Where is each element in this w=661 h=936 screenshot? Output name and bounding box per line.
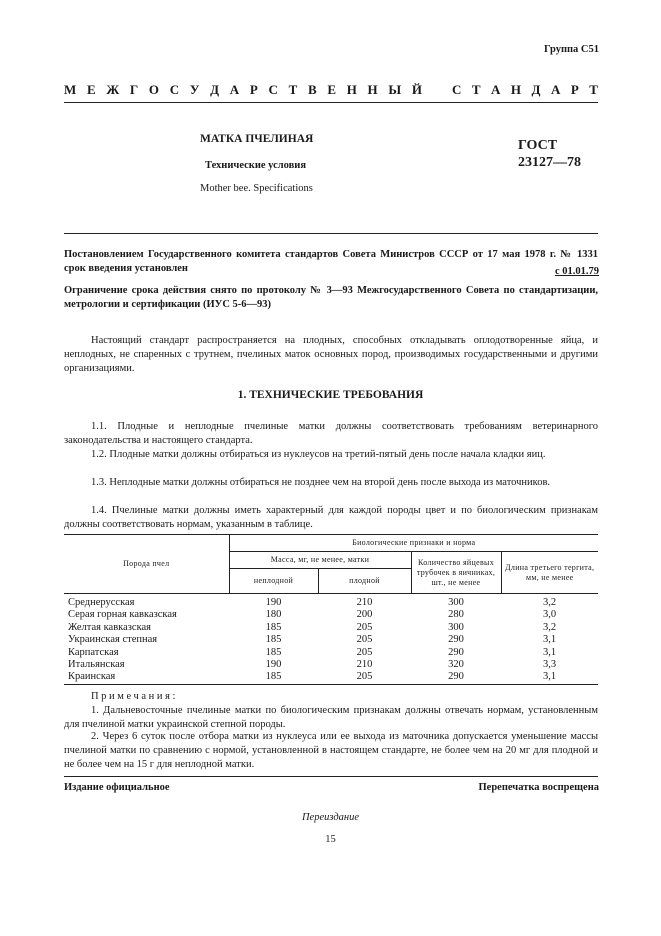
requirements-table	[64, 534, 598, 685]
clause-1-4: 1.4. Пчелиные матки должны иметь характерный для каждой породы цвет и по биологическим признакам должны соответствовать нормам, указанным в таблице.	[64, 505, 598, 530]
value-cell: 205	[356, 621, 373, 633]
value-cell: 210	[356, 659, 373, 671]
header-breed: Порода пчел	[64, 535, 229, 594]
title-rule	[64, 233, 598, 234]
banner-word-standard	[452, 82, 598, 98]
standard-banner	[64, 82, 598, 98]
banner-letter: С	[268, 82, 278, 97]
banner-letter: А	[229, 82, 240, 97]
note-2: 2. Через 6 суток после отбора матки из нуклеуса или ее выхода из маточника допускается уменьшение массы пчелиной матки по сравнению с нормой, установленной в настоящем стандарте, не более чем на 20 мг для плодной и не более чем на 15 г для неплодной матки.	[64, 731, 598, 770]
value-cell: 3,1	[501, 671, 598, 684]
clause-1-2: 1.2. Плодные матки должны отбираться из нуклеусов на третий-пятый день после начала кладки яиц.	[91, 449, 546, 460]
banner-letter: О	[148, 82, 160, 97]
english-title: Mother bee. Specifications	[200, 183, 313, 194]
top-rule	[64, 102, 598, 103]
value-cell: 190	[265, 659, 282, 671]
effective-date: с 01.01.79	[554, 266, 599, 277]
value-cell: 205	[318, 671, 411, 684]
breed-name-cell: Краинская	[64, 671, 229, 684]
banner-letter: Н	[346, 82, 357, 97]
value-cell: 210	[356, 597, 373, 608]
table-row	[64, 594, 598, 610]
decree-text: Постановлением Государственного комитета стандартов Совета Министров СССР от 17 мая 1978 г. № 1331 срок введения установлен	[64, 249, 598, 274]
banner-letter: Н	[367, 82, 378, 97]
clause-1-3: 1.3. Неплодные матки должны отбираться не позднее чем на второй день после выхода из маточников.	[91, 477, 551, 488]
value-cell: 200	[356, 609, 373, 621]
section-heading: 1. ТЕХНИЧЕСКИЕ ТРЕБОВАНИЯ	[237, 389, 424, 401]
value-cell: 3,0	[542, 609, 557, 621]
value-cell: 185	[265, 621, 282, 633]
value-cell: 300	[448, 621, 464, 633]
banner-letter: Д	[531, 82, 541, 97]
banner-letter: Т	[589, 82, 598, 97]
table-row	[64, 622, 598, 634]
table-row	[64, 659, 598, 671]
gost-label: ГОСТ	[518, 138, 558, 153]
breed-name-cell: Среднерусская	[68, 597, 135, 608]
banner-letter: Е	[86, 82, 96, 97]
header-fertile: плодной	[318, 569, 411, 594]
footer-rule	[64, 776, 598, 777]
intro-paragraph: Настоящий стандарт распространяется на плодных, способных откладывать оплодотворенные яйца, и неплодных, не спаренных с трутнем, пчелиных маток основных пород, производимых государственными и другими организациями.	[64, 335, 598, 374]
banner-letter: А	[491, 82, 501, 97]
banner-letter: Й	[411, 82, 422, 97]
reprint-prohibited: Перепечатка воспрещена	[478, 782, 599, 793]
gost-number: 23127—78	[518, 155, 581, 170]
banner-letter: Е	[327, 82, 336, 97]
table-body	[64, 594, 598, 685]
value-cell: 290	[411, 671, 501, 684]
breed-name-cell: Серая горная кавказская	[68, 609, 177, 621]
group-code: Группа С51	[543, 44, 599, 55]
note-1: 1. Дальневосточные пчелиные матки по биологическим признакам должны отвечать нормам, установленным для пчелиной матки украинской степной породы.	[64, 705, 598, 730]
banner-letter: Т	[288, 82, 298, 97]
table-row	[64, 609, 598, 621]
value-cell: 185	[265, 646, 282, 658]
limitation-text: Ограничение срока действия снято по протоколу № 3—93 Межгосударственного Совета по стандартизации, метрологии и сертификации (ИУС 5-6—93)	[64, 285, 598, 310]
banner-letter: Р	[249, 82, 258, 97]
value-cell: 185	[265, 634, 282, 646]
gost-designation	[518, 137, 581, 171]
breed-name-cell: Итальянская	[68, 659, 125, 671]
header-tergite: Длина третьего тергита, мм, не менее	[501, 552, 598, 594]
breed-name-cell: Украинская степная	[68, 634, 158, 646]
value-cell: 205	[356, 646, 373, 658]
value-cell: 280	[448, 609, 464, 621]
value-cell: 320	[448, 659, 464, 671]
banner-letter: С	[169, 82, 180, 97]
value-cell: 3,2	[542, 597, 557, 608]
notes-title-text: Примечания:	[91, 691, 179, 702]
banner-letter: В	[307, 82, 317, 97]
value-cell: 205	[356, 634, 373, 646]
banner-letter: М	[64, 82, 77, 97]
table-row	[64, 634, 598, 646]
official-edition: Издание официальное	[64, 782, 170, 793]
page-number: 15	[325, 834, 336, 845]
banner-letter: Р	[570, 82, 579, 97]
value-cell: 3,1	[542, 646, 557, 658]
value-cell: 3,3	[542, 659, 557, 671]
value-cell: 3,2	[542, 621, 557, 633]
table-row	[64, 671, 598, 684]
banner-word-interstate	[64, 82, 422, 98]
table-row	[64, 647, 598, 659]
value-cell: 185	[229, 671, 318, 684]
value-cell: 290	[448, 634, 464, 646]
banner-letter: У	[189, 82, 200, 97]
breed-name-cell: Карпатская	[68, 646, 119, 658]
document-subtitle: Технические условия	[205, 160, 307, 171]
banner-letter: Г	[129, 82, 139, 97]
value-cell: 3,1	[542, 634, 557, 646]
document-title: МАТКА ПЧЕЛИНАЯ	[200, 133, 314, 145]
reissue-note: Переиздание	[301, 812, 360, 823]
banner-letter: Т	[471, 82, 481, 97]
banner-letter: Н	[510, 82, 522, 97]
banner-letter: Ы	[388, 82, 402, 97]
banner-letter: С	[452, 82, 462, 97]
clause-1-1: 1.1. Плодные и неплодные пчелиные матки должны соответствовать требованиям ветеринарного законодательства и настоящего стандарта.	[64, 421, 598, 446]
value-cell: 190	[265, 597, 282, 608]
breed-name-cell: Желтая кавказская	[68, 621, 152, 633]
header-bio-traits: Биологические признаки и норма	[229, 535, 598, 552]
header-unfertile: неплодной	[229, 569, 318, 594]
banner-letter: Ж	[106, 82, 120, 97]
value-cell: 300	[448, 597, 464, 608]
banner-letter: А	[550, 82, 561, 97]
header-mass: Масса, мг, не менее, матки	[229, 552, 411, 569]
notes-title	[64, 690, 598, 704]
value-cell: 180	[265, 609, 282, 621]
header-egg-tubes: Количество яйцевых трубочек в яичниках, шт., не менее	[411, 552, 501, 594]
banner-letter: Д	[210, 82, 220, 97]
value-cell: 290	[448, 646, 464, 658]
